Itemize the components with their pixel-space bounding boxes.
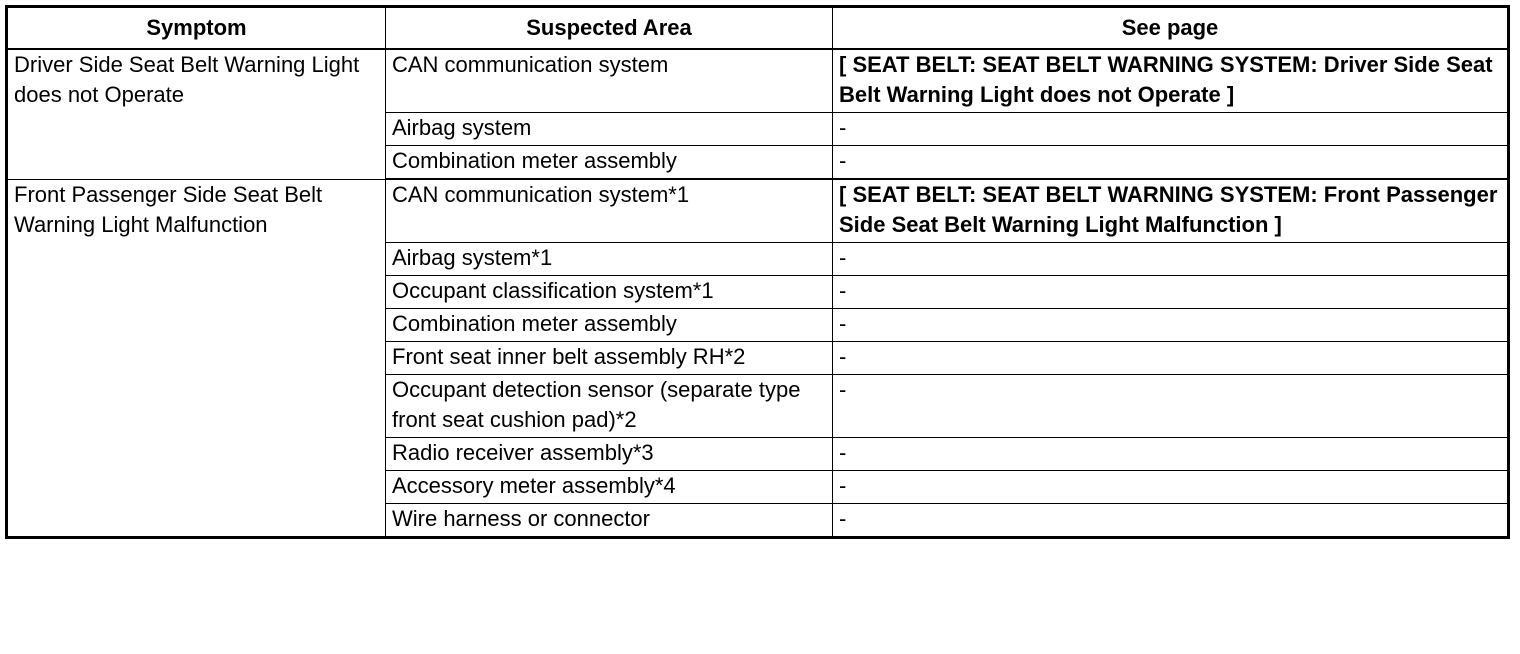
see-page-cell: - (833, 276, 1509, 309)
suspected-area-cell: Radio receiver assembly*3 (386, 438, 833, 471)
suspected-area-cell: Occupant classification system*1 (386, 276, 833, 309)
header-see-page: See page (833, 7, 1509, 50)
header-row (7, 7, 1509, 50)
see-page-cell: - (833, 471, 1509, 504)
header-symptom: Symptom (7, 7, 386, 50)
table-row (7, 49, 1509, 113)
table-row (7, 179, 1509, 243)
suspected-area-cell: CAN communication system (386, 49, 833, 113)
see-page-cell: - (833, 243, 1509, 276)
suspected-area-cell: Front seat inner belt assembly RH*2 (386, 342, 833, 375)
suspected-area-cell: Combination meter assembly (386, 146, 833, 180)
see-page-cell: - (833, 375, 1509, 438)
see-page-cell: - (833, 342, 1509, 375)
suspected-area-cell: CAN communication system*1 (386, 179, 833, 243)
see-page-cell: - (833, 113, 1509, 146)
suspected-area-cell: Airbag system*1 (386, 243, 833, 276)
suspected-area-cell: Airbag system (386, 113, 833, 146)
see-page-cell: - (833, 438, 1509, 471)
troubleshooting-table (5, 5, 1510, 539)
symptom-cell: Front Passenger Side Seat Belt Warning Light Malfunction (7, 179, 386, 538)
suspected-area-cell: Combination meter assembly (386, 309, 833, 342)
see-page-cell: - (833, 504, 1509, 538)
see-page-cell: - (833, 146, 1509, 180)
suspected-area-cell: Wire harness or connector (386, 504, 833, 538)
suspected-area-cell: Occupant detection sensor (separate type front seat cushion pad)*2 (386, 375, 833, 438)
see-page-cell: - (833, 309, 1509, 342)
see-page-link[interactable]: [ SEAT BELT: SEAT BELT WARNING SYSTEM: Driver Side Seat Belt Warning Light does not Operate ] (833, 49, 1509, 113)
header-suspected-area: Suspected Area (386, 7, 833, 50)
symptom-cell: Driver Side Seat Belt Warning Light does not Operate (7, 49, 386, 179)
suspected-area-cell: Accessory meter assembly*4 (386, 471, 833, 504)
see-page-link[interactable]: [ SEAT BELT: SEAT BELT WARNING SYSTEM: Front Passenger Side Seat Belt Warning Light Malfunction ] (833, 179, 1509, 243)
